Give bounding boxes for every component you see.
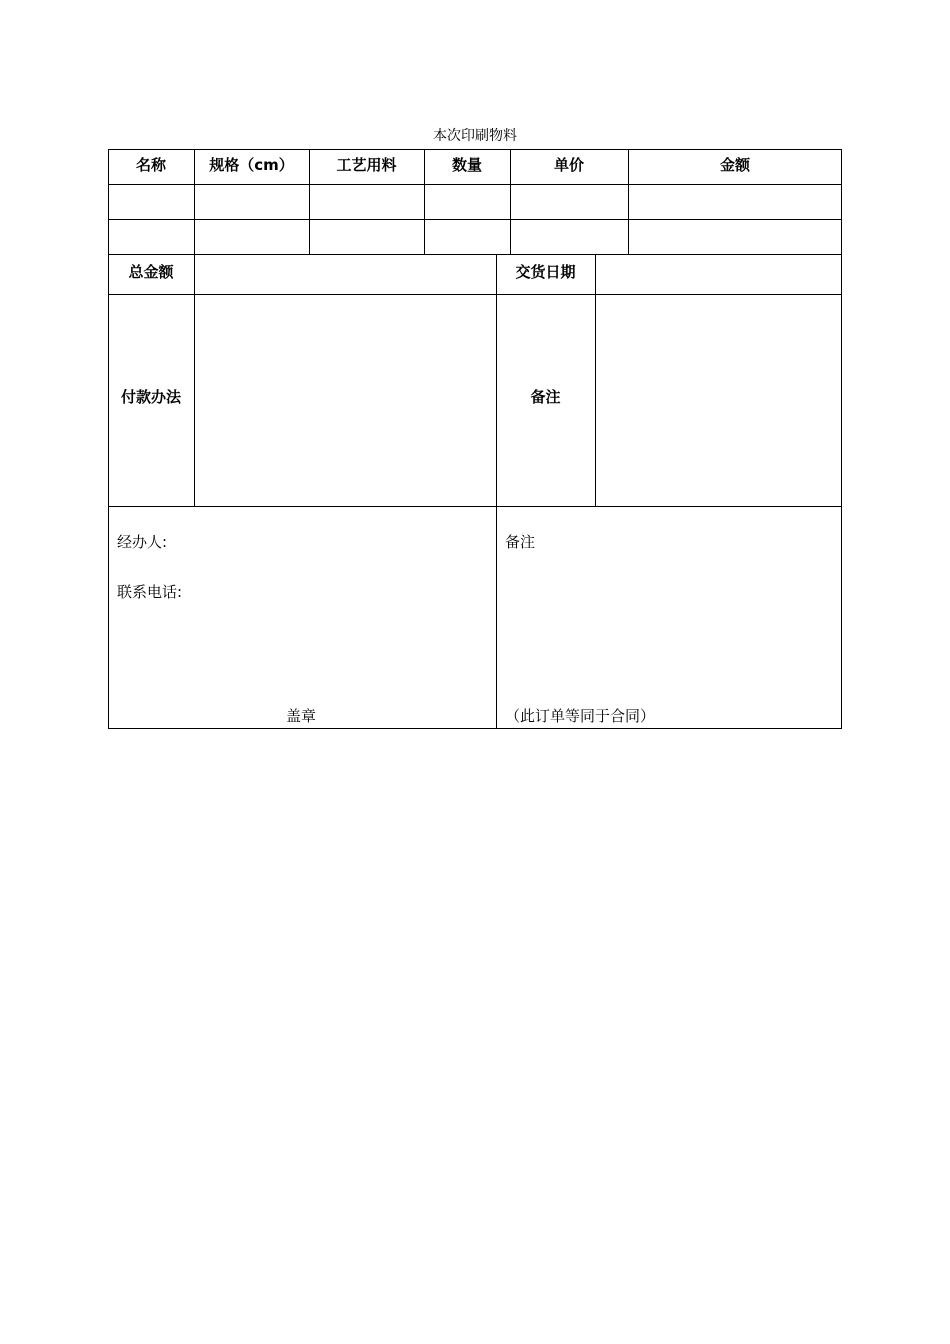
footer-remarks-label: 备注 bbox=[505, 533, 536, 551]
cell-amount[interactable] bbox=[628, 219, 842, 254]
document-title: 本次印刷物料 bbox=[433, 128, 517, 144]
payment-method-label: 付款办法 bbox=[120, 387, 181, 406]
cell-spec[interactable] bbox=[194, 184, 309, 219]
header-material: 工艺用料 bbox=[336, 155, 397, 174]
total-amount-field[interactable] bbox=[194, 254, 496, 294]
cell-unit-price[interactable] bbox=[510, 219, 628, 254]
total-amount-label: 总金额 bbox=[128, 262, 174, 281]
cell-unit-price[interactable] bbox=[510, 184, 628, 219]
delivery-date-label: 交货日期 bbox=[515, 262, 576, 281]
delivery-date-field[interactable] bbox=[595, 254, 842, 294]
phone-label: 联系电话: bbox=[117, 583, 183, 601]
cell-material[interactable] bbox=[309, 219, 424, 254]
cell-quantity[interactable] bbox=[424, 219, 510, 254]
cell-spec[interactable] bbox=[194, 219, 309, 254]
handler-label: 经办人: bbox=[117, 533, 168, 551]
header-quantity: 数量 bbox=[451, 155, 482, 174]
column-divider bbox=[496, 506, 497, 729]
cell-name[interactable] bbox=[108, 184, 194, 219]
header-spec: 规格（cm） bbox=[209, 155, 294, 174]
seal-label: 盖章 bbox=[286, 707, 317, 725]
cell-quantity[interactable] bbox=[424, 184, 510, 219]
payment-method-field[interactable] bbox=[194, 294, 496, 506]
remarks-label: 备注 bbox=[530, 387, 561, 406]
header-unit-price: 单价 bbox=[553, 155, 584, 174]
remarks-field[interactable] bbox=[595, 294, 842, 506]
cell-name[interactable] bbox=[108, 219, 194, 254]
contract-note: （此订单等同于合同） bbox=[505, 707, 656, 725]
header-name: 名称 bbox=[135, 155, 166, 174]
row-divider bbox=[108, 506, 842, 507]
cell-material[interactable] bbox=[309, 184, 424, 219]
cell-amount[interactable] bbox=[628, 184, 842, 219]
header-amount: 金额 bbox=[719, 155, 750, 174]
